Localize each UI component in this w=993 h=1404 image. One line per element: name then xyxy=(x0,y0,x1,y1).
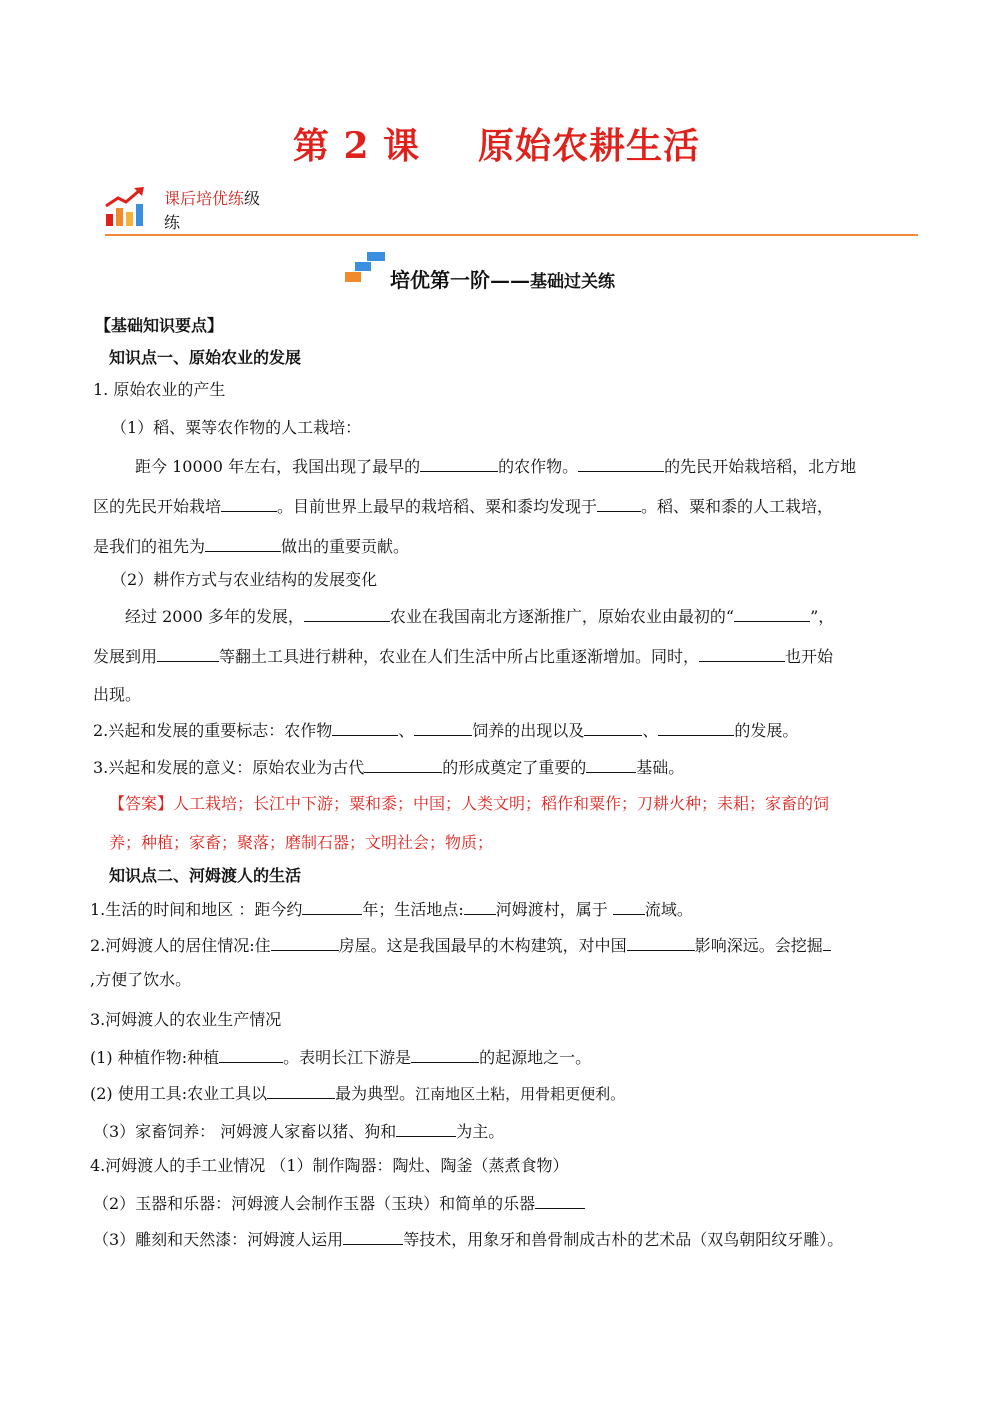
title-lesson-number: 第 2 课 xyxy=(292,125,421,167)
answer-blank[interactable] xyxy=(627,934,695,951)
section-sub: 基础过关练 xyxy=(530,272,615,292)
kp2-item4-3: （3）雕刻和天然漆：河姆渡人运用 等技术，用象牙和兽骨制成古朴的艺术品（双鸟朝阳纹牙雕）。 xyxy=(93,1230,844,1249)
paragraph-1-line-3: 是我们的祖先为 做出的重要贡献。 xyxy=(93,537,410,556)
kp2-heading: 知识点二、河姆渡人的生活 xyxy=(109,866,302,885)
kp1-item2: 2.兴起和发展的重要标志：农作物 、 饲养的出现以及 、 的发展。 xyxy=(93,721,799,740)
kp2-item1: 1.生活的时间和地区 ：距今约 年；生活地点: 河姆渡村，属于 流域。 xyxy=(90,900,693,919)
paragraph-1-line-2: 区的先民开始栽培 。目前世界上最早的栽培稻、粟和黍均发现于 。稻、粟和黍的人工栽培， xyxy=(93,497,834,516)
answer-blank[interactable] xyxy=(219,1046,283,1063)
kp2-item2: 2.河姆渡人的居住情况:住 房屋。这是我国最早的木构建筑，对中国 影响深远。会挖掘 xyxy=(90,934,831,956)
page-title xyxy=(0,118,993,169)
answer-blank[interactable] xyxy=(658,719,734,736)
section-title xyxy=(390,264,615,293)
kp2-item3-1: (1) 种植作物:种植 。表明长江下游是 的起源地之一。 xyxy=(90,1048,592,1067)
paragraph-2-line-3: 出现。 xyxy=(93,685,142,704)
banner-line-1 xyxy=(164,186,260,209)
answer-blank[interactable] xyxy=(221,495,277,512)
answer-blank[interactable] xyxy=(734,605,810,622)
basics-heading: 【基础知识要点】 xyxy=(95,316,224,335)
paragraph-1-line-1: 距今 10000 年左右，我国出现了最早的 的农作物。 的先民开始栽培稻，北方地 xyxy=(135,457,857,476)
paragraph-2-line-1: 经过 2000 多年的发展， 农业在我国南北方逐渐推广，原始农业由最初的“ ”， xyxy=(125,607,835,626)
answer-blank[interactable] xyxy=(267,1082,335,1099)
answer-blank[interactable] xyxy=(157,645,219,662)
section-main: 培优第一阶 xyxy=(390,268,490,292)
answer-blank[interactable] xyxy=(578,455,664,472)
answer-blank[interactable] xyxy=(343,1228,403,1245)
kp1-item1: 1. 原始农业的产生 xyxy=(93,380,226,399)
kp1-sub1: （1）稻、粟等农作物的人工栽培： xyxy=(111,418,362,437)
answer-blank[interactable] xyxy=(823,934,831,951)
kp2-item3: 3.河姆渡人的农业生产情况 xyxy=(90,1010,282,1029)
header-divider xyxy=(105,234,918,236)
banner-red-text: 课后培优练 xyxy=(164,189,245,208)
answer-line-1: 【答案】人工栽培；长江中下游；粟和黍；中国；人类文明；稻作和粟作；刀耕火种；耒耜；家畜的饲 xyxy=(109,794,830,813)
kp1-heading: 知识点一、原始农业的发展 xyxy=(109,348,302,367)
banner-black-text: 级 xyxy=(244,189,261,208)
answer-blank[interactable] xyxy=(586,756,636,773)
answer-blank[interactable] xyxy=(613,898,645,915)
kp2-item3-3: （3）家畜饲养： 河姆渡人家畜以猪、狗和 为主。 xyxy=(93,1122,505,1141)
answer-blank[interactable] xyxy=(464,898,496,915)
answer-blank[interactable] xyxy=(302,898,362,915)
answer-blank[interactable] xyxy=(271,934,339,951)
answer-line-2: 养；种植；家畜；聚落；磨制石器；文明社会；物质； xyxy=(109,833,494,852)
section-dash: —— xyxy=(490,268,530,292)
kp2-item4-2: （2）玉器和乐器：河姆渡人会制作玉器（玉玦）和简单的乐器 xyxy=(93,1192,585,1214)
kp1-item3: 3.兴起和发展的意义：原始农业为古代 的形成奠定了重要的 基础。 xyxy=(93,758,685,777)
title-lesson-name: 原始农耕生活 xyxy=(478,125,701,167)
banner-line-2: 练 xyxy=(164,213,181,232)
answer-blank[interactable] xyxy=(205,535,281,552)
answer-blank[interactable] xyxy=(414,719,472,736)
answer-blank[interactable] xyxy=(396,1120,456,1137)
answer-blank[interactable] xyxy=(584,719,642,736)
growth-chart-icon xyxy=(104,184,152,228)
answer-blank[interactable] xyxy=(535,1192,585,1209)
answer-blank[interactable] xyxy=(332,719,398,736)
kp2-item2-cont: ,方便了饮水。 xyxy=(90,970,192,989)
answer-blank[interactable] xyxy=(304,605,390,622)
answer-blank[interactable] xyxy=(364,756,442,773)
kp2-item4: 4.河姆渡人的手工业情况 （1）制作陶器：陶灶、陶釜（蒸煮食物） xyxy=(90,1156,569,1175)
answer-blank[interactable] xyxy=(420,455,498,472)
kp1-sub2: （2）耕作方式与农业结构的发展变化 xyxy=(111,570,378,589)
kp2-item3-2: (2) 使用工具:农业工具以 最为典型。江南地区土粘，用骨耜更便利。 xyxy=(90,1084,626,1103)
paragraph-2-line-2: 发展到用 等翻土工具进行耕种，农业在人们生活中所占比重逐渐增加。同时， 也开始 xyxy=(93,647,834,666)
stairs-icon xyxy=(343,250,387,284)
answer-blank[interactable] xyxy=(699,645,785,662)
answer-blank[interactable] xyxy=(597,495,641,512)
answer-blank[interactable] xyxy=(411,1046,479,1063)
